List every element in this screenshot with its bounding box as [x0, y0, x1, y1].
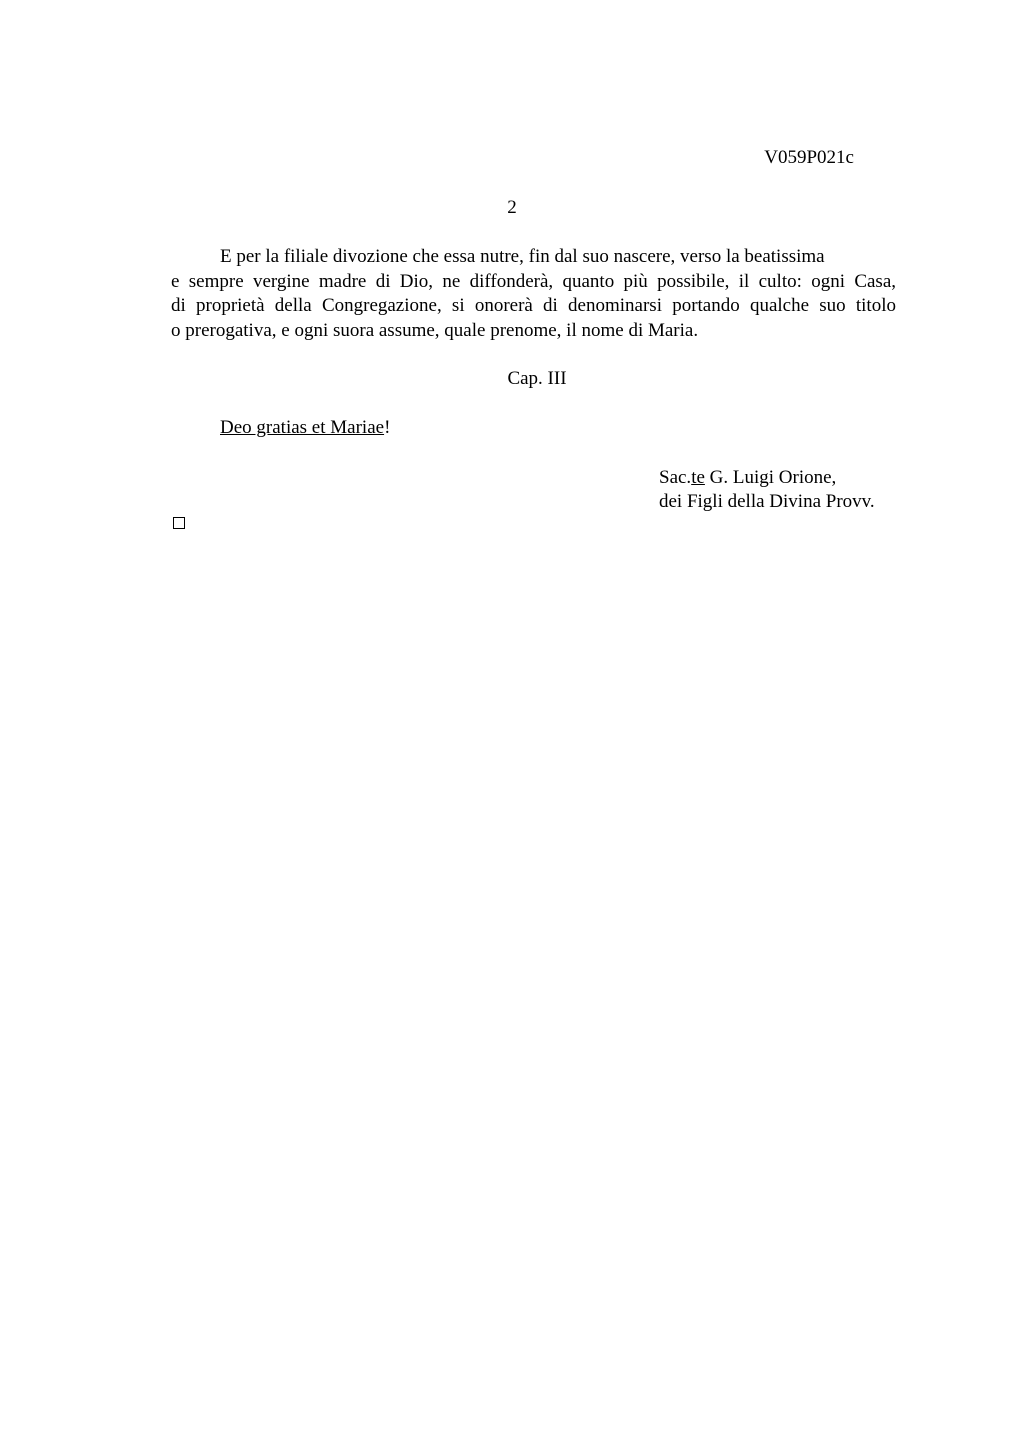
- signature-line-2: dei Figli della Divina Provv.: [659, 491, 875, 512]
- paragraph-line: di proprietà della Congregazione, si onorerà di denominarsi portando qualche suo titolo: [171, 295, 896, 316]
- signature-line-1: [659, 466, 875, 490]
- greeting-underlined: Deo gratias et Mariae: [220, 417, 385, 438]
- greeting: [220, 417, 390, 439]
- greeting-punctuation: !: [384, 417, 391, 438]
- signature-prefix: Sac.: [659, 467, 692, 488]
- signature-block: [659, 466, 875, 514]
- paragraph-line: e sempre vergine madre di Dio, ne diffonderà, quanto più possibile, il culto: ogni Casa,: [171, 270, 896, 292]
- signature-name: G. Luigi Orione,: [704, 467, 837, 488]
- checkbox-square-icon: [173, 517, 185, 529]
- paragraph-line: E per la filiale divozione che essa nutre, fin dal suo nascere, verso la beatissima: [220, 246, 825, 267]
- signature-prefix-underlined: te: [691, 467, 705, 488]
- chapter-heading: Cap. III: [507, 368, 567, 389]
- body-paragraph: [171, 245, 896, 343]
- paragraph-line: o prerogativa, e ogni suora assume, quale prenome, il nome di Maria.: [171, 319, 699, 341]
- page-number: 2: [507, 197, 517, 218]
- document-id: V059P021c: [764, 147, 854, 168]
